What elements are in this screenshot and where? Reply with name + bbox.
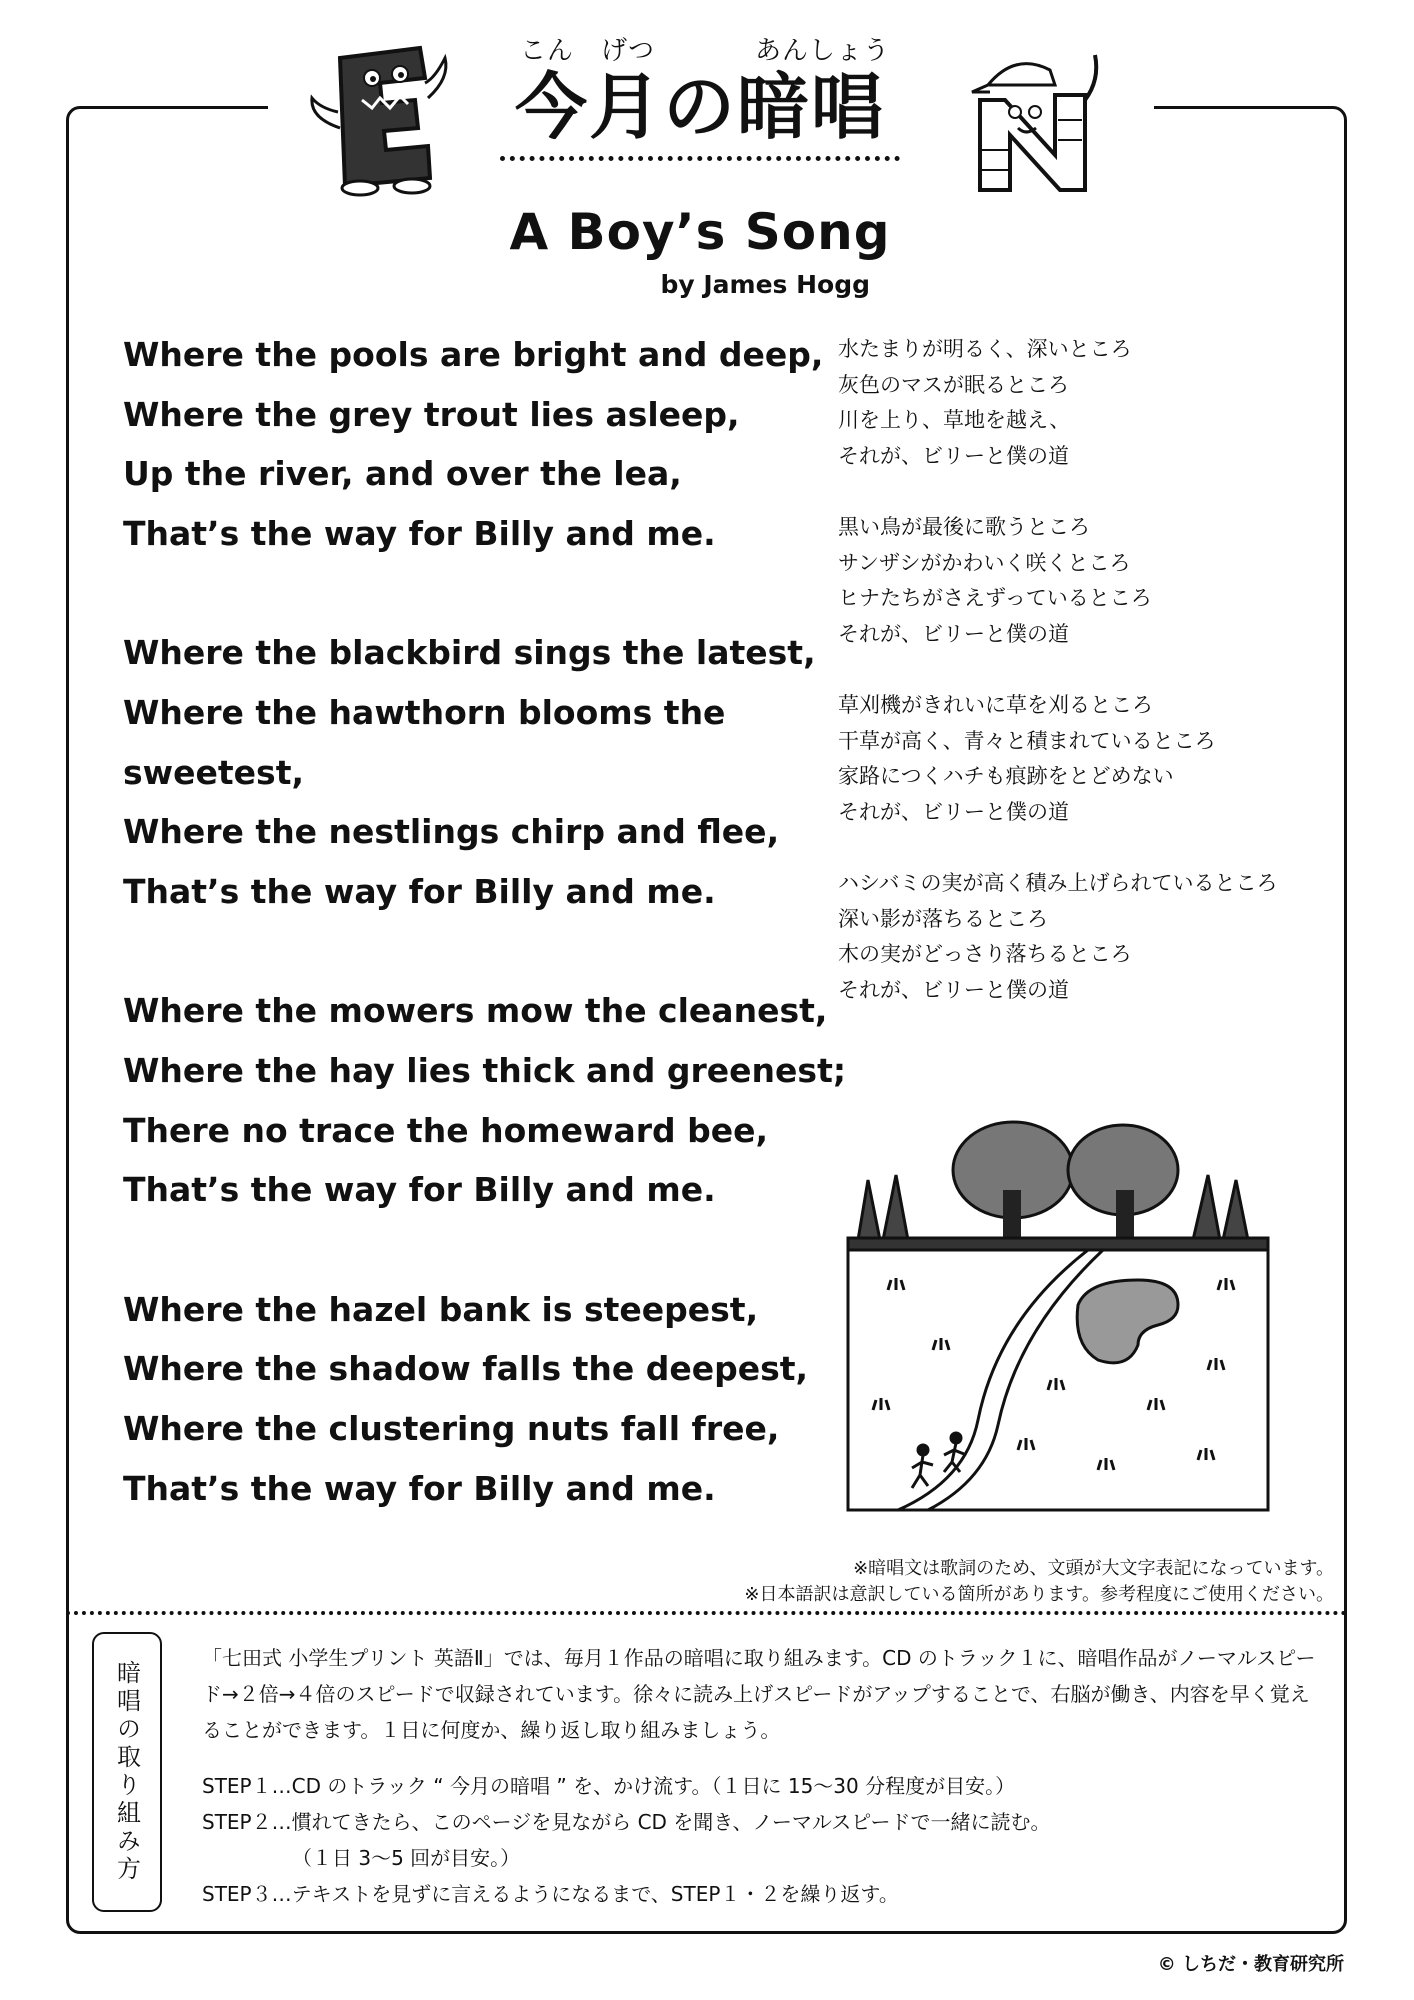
translation-stanza xyxy=(838,688,1308,830)
poem-line: Where the nestlings chirp and flee, xyxy=(123,812,780,852)
poem-line: Where the pools are bright and deep, xyxy=(123,335,824,374)
poem-line: Where the grey trout lies asleep, xyxy=(123,394,740,434)
translation-stanza xyxy=(838,866,1308,1008)
translation-line: それが、ビリーと僕の道 xyxy=(838,443,1069,468)
poem-line: Where the shadow falls the deepest, xyxy=(123,1349,809,1389)
translation-line: ハシバミの実が高く積み上げられているところ xyxy=(838,871,1278,895)
poem-line: Where the hawthorn blooms the xyxy=(123,692,726,732)
translation-line: 黒い鳥が最後に歌うところ xyxy=(838,515,1090,539)
translation-line: 草刈機がきれいに草を刈るところ xyxy=(838,693,1153,717)
poem-line: Where the mowers mow the cleanest, xyxy=(123,991,828,1031)
letter-n-mascot-icon xyxy=(960,40,1110,200)
translation-stanza xyxy=(838,510,1308,652)
translation-line: 水たまりが明るく、深いところ xyxy=(838,337,1132,361)
howto-section xyxy=(202,1640,1322,1912)
translation-stanza xyxy=(838,332,1308,474)
section-divider xyxy=(66,1611,1347,1615)
english-poem xyxy=(123,325,847,1578)
translation-line: 干草が高く、青々と積まれているところ xyxy=(838,728,1216,753)
poem-line: Up the river, and over the lea, xyxy=(123,454,682,494)
translation-line: 家路につくハチも痕跡をとどめない xyxy=(838,764,1174,788)
song-title: A Boy’s Song xyxy=(509,203,891,261)
howto-steps xyxy=(202,1768,1322,1912)
poem-line: Where the blackbird sings the latest, xyxy=(123,633,816,673)
copyright: © しちだ・教育研究所 xyxy=(1157,1954,1344,1975)
poem-stanza xyxy=(123,623,816,921)
river-path-landscape-illustration xyxy=(838,1120,1278,1520)
poem-stanza xyxy=(123,1280,809,1518)
step-1: STEP１…CD のトラック “ 今月の暗唱 ” を、かけ流す。（１日に 15〜30 分程度が目安。） xyxy=(202,1774,1016,1798)
translation-line: 灰色のマスが眠るところ xyxy=(838,372,1069,397)
step-2-note: （１日 3〜5 回が目安。） xyxy=(292,1846,521,1870)
poem-line: That’s the way for Billy and me. xyxy=(123,513,716,553)
howto-intro: 「七田式 小学生プリント 英語Ⅱ」では、毎月１作品の暗唱に取り組みます。CD のトラック１に、暗唱作品がノーマルスピード→２倍→４倍のスピードで収録されています。徐々に読み上げスピードがアップすることで、右脳が働き、内容を早く覚えることができます。１日に何度か、繰り返し取り組みましょう。 xyxy=(202,1646,1316,1742)
translation-line: ヒナたちがさえずっているところ xyxy=(838,586,1152,610)
poem-line: That’s the way for Billy and me. xyxy=(123,871,716,911)
poem-stanza xyxy=(123,981,847,1219)
translation-line: それが、ビリーと僕の道 xyxy=(838,621,1069,646)
page-header xyxy=(490,36,910,161)
poem-line: sweetest, xyxy=(123,752,305,792)
translation-line: それが、ビリーと僕の道 xyxy=(838,799,1069,824)
title-dotted-rule xyxy=(500,156,900,161)
poem-line: That’s the way for Billy and me. xyxy=(123,1170,716,1210)
note-line: ※暗唱文は歌詞のため、文頭が大文字表記になっています。 xyxy=(853,1558,1334,1579)
song-author: by James Hogg xyxy=(660,270,870,299)
translation-line: それが、ビリーと僕の道 xyxy=(838,977,1069,1002)
poem-line: Where the clustering nuts fall free, xyxy=(123,1408,780,1448)
translation-line: 川を上り、草地を越え、 xyxy=(838,408,1071,432)
step-3: STEP３…テキストを見ずに言えるようになるまで、STEP１・２を繰り返す。 xyxy=(202,1882,899,1906)
step-2: STEP２…慣れてきたら、このページを見ながら CD を聞き、ノーマルスピードで一緒に読む。 xyxy=(202,1810,1051,1834)
title-ruby-right: あんしょう xyxy=(754,36,890,66)
translation-line: 木の実がどっさり落ちるところ xyxy=(838,942,1132,966)
howto-label: 暗唱の取り組み方 xyxy=(92,1632,162,1912)
poem-line: Where the hay lies thick and greenest; xyxy=(123,1050,847,1090)
page-title: 今月の暗唱 xyxy=(514,65,885,149)
poem-line: That’s the way for Billy and me. xyxy=(123,1468,716,1508)
letter-e-mascot-icon xyxy=(300,38,470,198)
translation-line: サンザシがかわいく咲くところ xyxy=(838,550,1131,575)
note-line: ※日本語訳は意訳している箇所があります。参考程度にご使用ください。 xyxy=(744,1584,1334,1605)
translation-line: 深い影が落ちるところ xyxy=(838,906,1048,931)
poem-line: There no trace the homeward bee, xyxy=(123,1110,769,1150)
title-ruby xyxy=(490,36,910,66)
japanese-translation xyxy=(838,332,1308,1044)
title-ruby-left: こん げつ xyxy=(520,36,656,66)
poem-stanza xyxy=(123,325,824,563)
poem-line: Where the hazel bank is steepest, xyxy=(123,1289,759,1329)
notes xyxy=(744,1556,1334,1608)
